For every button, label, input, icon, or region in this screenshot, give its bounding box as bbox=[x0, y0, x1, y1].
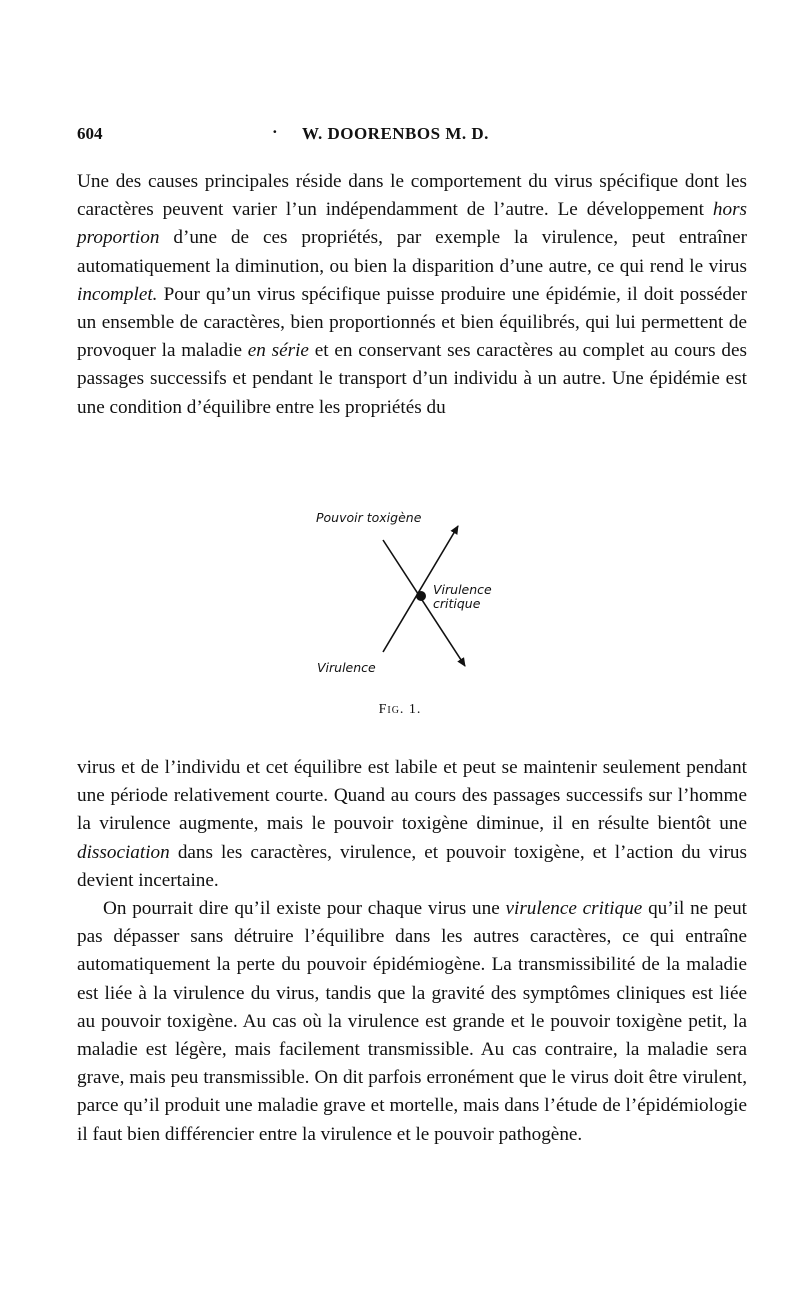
paragraph-2 bbox=[77, 754, 747, 895]
critical-virulence-point bbox=[416, 591, 426, 601]
text-block-top bbox=[77, 168, 747, 422]
paragraph-3-text-a: On pourrait dire qu’il existe pour chaque virus une bbox=[103, 898, 506, 920]
paragraph-2-text-b: dans les caractères, virulence, et pouvoir toxigène, et l’action du virus devient incertaine. bbox=[77, 841, 747, 891]
paragraph-1-text-d: et en conservant ses caractères au complet au cours des passages successifs et pendant le transport d’un individu à un autre. Une épidémie est une condition d’équilibre entre les propriétés du bbox=[77, 340, 747, 418]
label-virulence-critique-1: Virulence bbox=[433, 582, 492, 597]
paragraph-1-text-c: Pour qu’un virus spécifique puisse produire une épidémie, il doit posséder un ensemble de caractères, bien proportionnés et bien équilibrés, qui lui permettent de provoquer la maladie bbox=[77, 283, 747, 362]
emphasis-hors-proportion: hors proportion bbox=[77, 199, 747, 249]
paragraph-1-text-a: Une des causes principales réside dans le comportement du virus spécifique dont les caractères peuvent varier l’un indépendamment de l’autre. Le développement bbox=[77, 171, 747, 221]
paragraph-1-text-b: d’une de ces propriétés, par exemple la virulence, peut entraîner automatiquement la diminution, ou bien la disparition d’une autre, ce qui rend le virus bbox=[77, 227, 747, 277]
emphasis-virulence-critique: virulence critique bbox=[505, 898, 643, 920]
emphasis-incomplet: incomplet. bbox=[77, 283, 158, 305]
label-virulence-critique-2: critique bbox=[433, 596, 481, 611]
paragraph-3-text-b: qu’il ne peut pas dépasser sans détruire l’équilibre dans les autres caractères, ce qui entraîne automatiquement la perte du pouvoir épidémiogène. La transmissibilité de la maladie est liée à la virulence du virus, tandis que la gravité des symptômes cliniques est liée au pouvoir toxigène. Au cas où la virulence est grande et le pouvoir toxigène petit, la maladie est légère, mais facilement transmissible. Au cas contraire, la maladie sera grave, mais peu transmissible. On dit parfois erronément que le virus doit être virulent, parce qu’il produit une maladie grave et mortelle, mais dans l’étude de l’épidémiologie il faut bien différencier entre la virulence et le pouvoir pathogène. bbox=[77, 898, 747, 1145]
page-number: 604 bbox=[77, 124, 103, 143]
paragraph-3 bbox=[77, 895, 747, 1149]
emphasis-en-serie: en série bbox=[247, 340, 309, 362]
paragraph-1 bbox=[77, 168, 747, 422]
running-header bbox=[77, 124, 725, 148]
figure-1-diagram bbox=[300, 500, 530, 700]
figure-caption: Fig. 1. bbox=[378, 702, 422, 717]
emphasis-dissociation: dissociation bbox=[77, 841, 170, 863]
label-virulence: Virulence bbox=[317, 660, 376, 675]
header-separator: · bbox=[272, 122, 278, 141]
paragraph-2-text-a: virus et de l’individu et cet équilibre est labile et peut se maintenir seulement pendant une période relativement courte. Quand au cours des passages successifs sur l’homme la virulence augmente, mais le pouvoir toxigène diminue, il en résulte bientôt une bbox=[77, 757, 747, 835]
running-author: W. DOORENBOS M. D. bbox=[302, 124, 489, 143]
text-block-bottom bbox=[77, 754, 747, 1149]
label-pouvoir-toxigene: Pouvoir toxigène bbox=[316, 510, 422, 525]
